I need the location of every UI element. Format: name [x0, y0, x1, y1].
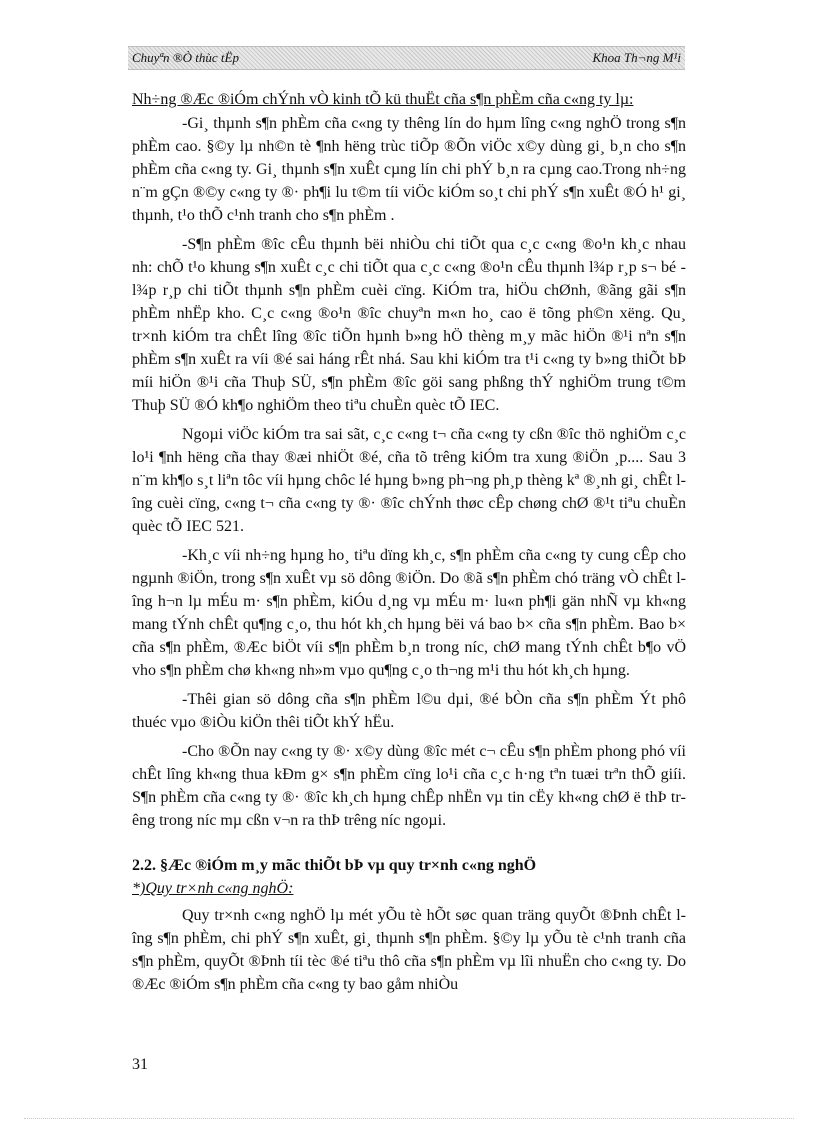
subsection-subtitle: *)Quy tr×nh c«ng nghÖ: — [132, 880, 294, 897]
header-left-title: Chuyªn ®Ò thùc tËp — [132, 50, 239, 65]
paragraph-3: Ngoµi viÖc kiÓm tra sai sãt, c¸c c«ng t¬ cña c«ng ty cßn ®îc thö nghiÖm c¸c lo¹i ¶nh hëng cña thay ®æi nhiÖt ®é, cña tõ trêng kiÓm tra xung ®iÖn ¸p.... Sau 3 n¨m kh¶o s¸t liªn tôc víi hµng chôc lé hµng b»ng ph¬ng ph¸p thèng kª ®¸nh gi¸ chÊt lîng cuèi cïng, c«ng t¬ cña c«ng ty ®· ®îc chÝnh thøc cÊp chøng chØ ®¹t tiªu chuÈn quèc tÕ IEC 521. — [132, 426, 686, 535]
page-number: 31 — [132, 1056, 148, 1073]
header-right-title: Khoa Th¬ng M¹i — [592, 50, 681, 65]
paragraph-2: -S¶n phÈm ®îc cÊu thµnh bëi nhiÒu chi tiÕt qua c¸c c«ng ®o¹n kh¸c nhau nh: chÕ t¹o khung s¶n xuÊt c¸c chi tiÕt qua c¸c c«ng ®o¹n cÊu thµnh l¾p r¸p s¬ bé - l¾p r¸p chi tiÕt thµnh s¶n phÈm cuèi cïng. KiÓm tra, hiÖu chØnh, ®ãng gãi s¶n phÈm nhËp kho. C¸c c«ng ®o¹n ®îc chuyªn m«n ho¸ cao ë tõng ph©n xëng. Qu¸ tr×nh kiÓm tra chÊt lîng ®îc tiÕn hµnh b»ng hÖ thèng m¸y mãc hiÖn ®¹i nªn s¶n phÈm s¶n xuÊt ra víi ®é sai háng rÊt nhá. Sau khi kiÓm tra t¹i c«ng ty b»ng thiÕt bÞ míi hiÖn ®¹i cña Thuþ SÜ, s¶n phÈm ®îc göi sang phßng thÝ nghiÖm trung t©m Thuþ SÜ ®Ó kh¶o nghiÖm theo tiªu chuÈn quèc tÕ IEC. — [132, 236, 686, 414]
section-heading: Nh÷ng ®Æc ®iÓm chÝnh vÒ kinh tÕ kü thuËt cña s¶n phÈm cña c«ng ty lµ: — [132, 91, 634, 108]
subsection-heading: 2.2. §Æc ®iÓm m¸y mãc thiÕt bÞ vµ quy tr×nh c«ng nghÖ — [132, 857, 537, 874]
bottom-divider — [24, 1118, 794, 1119]
page-header — [128, 46, 685, 70]
paragraph-6: -Cho ®Õn nay c«ng ty ®· x©y dùng ®îc mét c¬ cÊu s¶n phÈm phong phó víi chÊt lîng kh«ng thua kÐm g× s¶n phÈm cïng lo¹i cña c¸c h·ng tªn tuæi trªn thÕ giíi. S¶n phÈm cña c«ng ty ®· ®îc kh¸ch hµng chÊp nhËn vµ tin cËy kh«ng chØ ë thÞ trêng trong níc mµ cßn v¬n ra thÞ trêng níc ngoµi. — [132, 743, 686, 829]
subsection-paragraph: Quy tr×nh c«ng nghÖ lµ mét yÕu tè hÕt søc quan träng quyÕt ®Þnh chÊt lîng s¶n phÈm, chi phÝ s¶n xuÊt, gi¸ thµnh s¶n phÈm. §©y lµ yÕu tè c¹nh tranh cña s¶n phÈm, quyÕt ®Þnh tíi tèc ®é tiªu thô cña s¶n phÈm vµ lîi nhuËn cho c«ng ty. Do ®Æc ®iÓm s¶n phÈm cña c«ng ty bao gåm nhiÒu — [132, 907, 686, 993]
paragraph-4: -Kh¸c víi nh÷ng hµng ho¸ tiªu dïng kh¸c, s¶n phÈm cña c«ng ty cung cÊp cho ngµnh ®iÖn, trong s¶n xuÊt vµ sö dông ®iÖn. Do ®ã s¶n phÈm chó träng vÒ chÊt lîng h¬n lµ mÉu m· s¶n phÈm, kiÓu d¸ng vµ mÉu m· lu«n ph¶i gän nhÑ vµ kh«ng mang tÝnh chÊt qu¶ng c¸o, thu hót kh¸ch hµng bëi vá bao b× cña s¶n phÈm. Bao b× cña s¶n phÈm, ®Æc biÖt víi s¶n phÈm b¸n trong níc, chØ mang tÝnh chÊt b¶o vÖ vho s¶n phÈm chø kh«ng nh»m vµo qu¶ng c¸o th¬ng m¹i thu hót kh¸ch hµng. — [132, 547, 686, 679]
page-body — [132, 88, 686, 1002]
paragraph-5: -Thêi gian sö dông cña s¶n phÈm l©u dµi, ®é bÒn cña s¶n phÈm Ýt phô thuéc vµo ®iÒu kiÖn thêi tiÕt khÝ hËu. — [132, 691, 686, 731]
paragraph-1: -Gi¸ thµnh s¶n phÈm cña c«ng ty thêng lín do hµm lîng c«ng nghÖ trong s¶n phÈm cao. §©y lµ nh©n tè ¶nh hëng trùc tiÕp ®Õn viÖc x©y dùng gi¸ b¸n cho s¶n phÈm cña c«ng ty. Gi¸ thµnh s¶n xuÊt cµng lín chi phÝ b¸n ra cµng cao.Trong nh÷ng n¨m gÇn ®©y c«ng ty ®· ph¶i lu t©m tíi viÖc kiÓm so¸t chi phÝ s¶n xuÊt ®Ó h¹ gi¸ thµnh, t¹o thÕ c¹nh tranh cho s¶n phÈm . — [132, 115, 686, 224]
